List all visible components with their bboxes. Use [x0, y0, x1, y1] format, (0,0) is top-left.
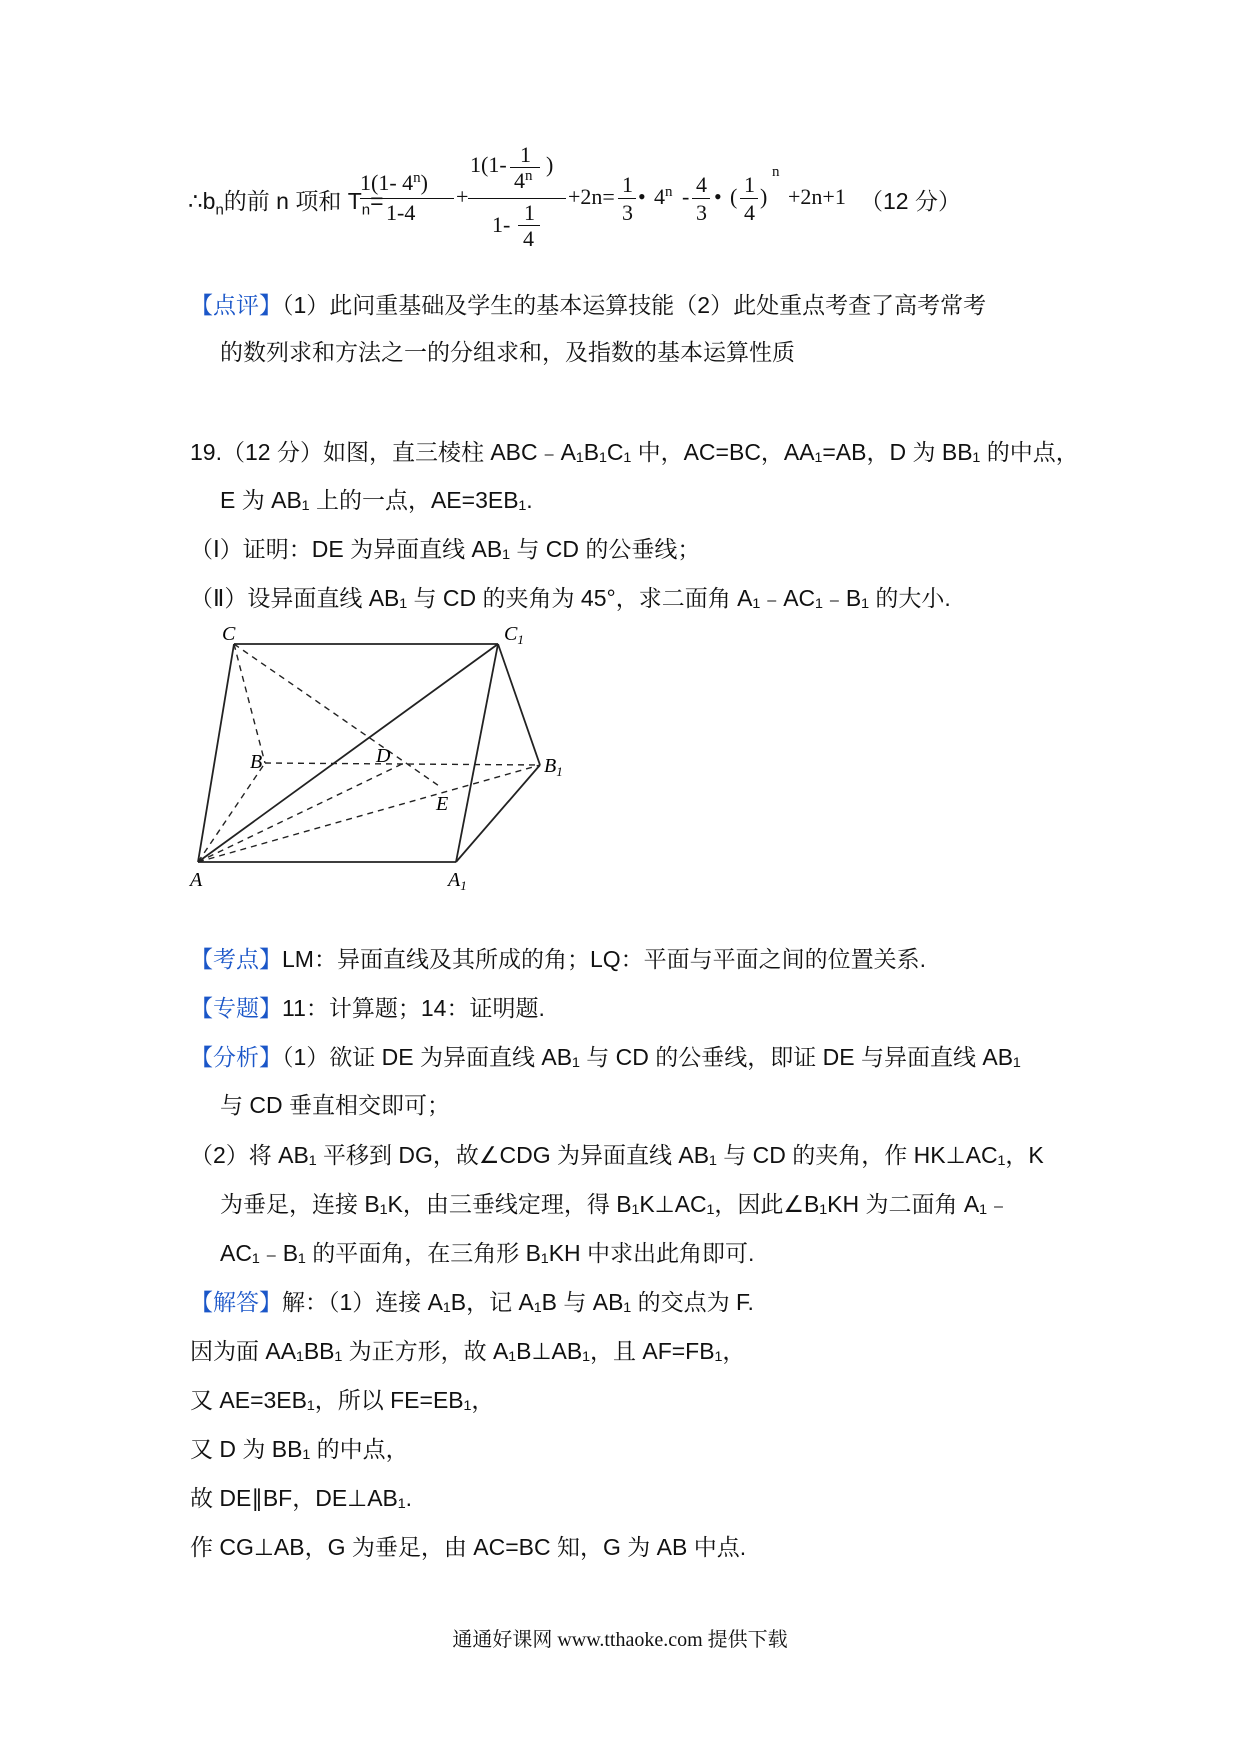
formula-prefix-sub: n	[215, 201, 224, 219]
frac2-inner-den: 4	[514, 168, 525, 193]
edge-B-B1	[265, 763, 540, 765]
frac1-num-sup: n	[413, 170, 421, 186]
label-D: D	[376, 745, 391, 767]
problem-part-1: （Ⅰ）证明：DE 为异面直线 AB₁ 与 CD 的公垂线；	[190, 536, 701, 562]
formula-paren-close: )	[760, 184, 768, 209]
f3-den: 3	[622, 200, 633, 225]
f5-num: 1	[744, 172, 755, 197]
formula-dot1: •	[638, 184, 646, 209]
f5-den: 4	[744, 200, 755, 225]
fenxi-line-1	[190, 1042, 1021, 1072]
review-tag: 【点评】	[190, 292, 282, 318]
fenxi-text-1: （1）欲证 DE 为异面直线 AB₁ 与 CD 的公垂线，即证 DE 与异面直线 AB₁	[282, 1044, 1021, 1070]
f4-bar	[692, 198, 710, 199]
zhuanti-tag: 【专题】	[190, 995, 282, 1021]
formula-eq: =	[370, 188, 384, 214]
formula-plus: +	[456, 184, 469, 209]
edge-C1-B1	[498, 644, 540, 765]
formula-four: 4	[654, 184, 665, 209]
edge-C-B	[234, 644, 265, 763]
edge-C-A	[198, 644, 234, 862]
formula-tail: +2n+1	[788, 184, 846, 209]
frac2-den-inner-den: 4	[523, 226, 534, 251]
jieda-tag: 【解答】	[190, 1289, 282, 1315]
fenxi-line-4: 为垂足，连接 B₁K，由三垂线定理，得 B₁K⊥AC₁，因此∠B₁KH 为二面角 A₁﹣	[220, 1191, 1010, 1217]
formula-paren-open: (	[730, 184, 738, 209]
fenxi-line-5: AC₁﹣B₁ 的平面角，在三角形 B₁KH 中求出此角即可.	[220, 1240, 755, 1266]
edge-C1-A1	[456, 644, 498, 862]
problem-part-2: （Ⅱ）设异面直线 AB₁ 与 CD 的夹角为 45°，求二面角 A₁﹣AC₁﹣B₁ 的大小.	[190, 585, 951, 611]
label-C: C	[222, 623, 236, 645]
fenxi-tag: 【分析】	[190, 1044, 282, 1070]
review-line-2: 的数列求和方法之一的分组求和，及指数的基本运算性质	[220, 339, 795, 365]
formula-dot2: •	[714, 184, 722, 209]
frac2-num-a: 1(1-	[470, 152, 507, 177]
problem-line-1: 19.（12 分）如图，直三棱柱 ABC﹣A₁B₁C₁ 中，AC=BC，AA₁=AB，D 为 BB₁ 的中点，	[190, 439, 1079, 465]
f5-bar	[740, 198, 758, 199]
label-C1: $C_1$	[504, 623, 524, 647]
frac2-inner-num: 1	[520, 142, 531, 167]
formula-plus-2n: +2n=	[568, 184, 615, 209]
jieda-line-6: 作 CG⊥AB，G 为垂足，由 AC=BC 知，G 为 AB 中点.	[190, 1534, 747, 1560]
page-footer: 通通好课网 www.tthaoke.com 提供下载	[452, 1629, 788, 1651]
frac2-inner-den-sup: n	[525, 168, 533, 184]
label-E: E	[436, 793, 449, 815]
edge-A-B	[198, 763, 265, 862]
formula-prefix-rest: 的前 n 项和 T	[223, 188, 362, 214]
frac2-num-close: )	[546, 152, 554, 177]
f4-num: 4	[696, 172, 707, 197]
jieda-line-4: 又 D 为 BB₁ 的中点，	[190, 1436, 409, 1462]
frac1-bar	[360, 198, 454, 199]
kaodian-text: LM：异面直线及其所成的角；LQ：平面与平面之间的位置关系.	[282, 946, 927, 972]
formula-t-sub: n	[361, 201, 371, 219]
fenxi-line-3: （2）将 AB₁ 平移到 DG，故∠CDG 为异面直线 AB₁ 与 CD 的夹角，作 HK⊥AC₁，K	[190, 1142, 1044, 1168]
edge-B1-A1	[456, 765, 540, 862]
frac1-denominator: 1-4	[386, 200, 416, 225]
review-text-1: （1）此问重基础及学生的基本运算技能（2）此处重点考查了高考常考	[282, 292, 987, 318]
prism-figure	[180, 620, 600, 890]
frac2-den-a: 1-	[492, 212, 511, 237]
jieda-line-5: 故 DE∥BF，DE⊥AB₁.	[190, 1485, 413, 1511]
jieda-text-1: 解：（1）连接 A₁B，记 A₁B 与 AB₁ 的交点为 F.	[282, 1289, 754, 1315]
f4-den: 3	[696, 200, 707, 225]
jieda-line-1	[190, 1287, 754, 1317]
label-A: A	[190, 869, 203, 890]
f3-bar	[618, 198, 636, 199]
f3-num: 1	[622, 172, 633, 197]
sum-formula	[188, 142, 1088, 280]
frac2-den-inner-num: 1	[524, 200, 535, 225]
segment-C-E	[234, 644, 442, 788]
frac2-bar	[468, 198, 566, 199]
problem-line-2: E 为 AB₁ 上的一点，AE=3EB₁.	[220, 487, 533, 513]
label-B1: $B_1$	[544, 755, 563, 779]
formula-four-sup: n	[665, 184, 673, 200]
zhuanti-text: 11：计算题；14：证明题.	[282, 995, 545, 1021]
kaodian-tag: 【考点】	[190, 946, 282, 972]
review-line-1	[190, 290, 986, 320]
frac1-numerator: 1(1- 4	[360, 170, 414, 195]
jieda-line-2: 因为面 AA₁BB₁ 为正方形，故 A₁B⊥AB₁，且 AF=FB₁，	[190, 1338, 746, 1364]
kaodian-line	[190, 944, 926, 974]
label-B: B	[250, 751, 263, 773]
fenxi-line-2: 与 CD 垂直相交即可；	[220, 1092, 450, 1118]
zhuanti-line	[190, 993, 545, 1023]
formula-score: （12 分）	[860, 188, 961, 214]
formula-paren-sup: n	[772, 164, 780, 180]
label-A1: $A_1$	[448, 869, 467, 890]
jieda-line-3: 又 AE=3EB₁，所以 FE=EB₁，	[190, 1387, 495, 1413]
formula-prefix: ∴b	[188, 188, 216, 214]
formula-minus: -	[682, 184, 690, 209]
frac1-num-close: )	[420, 170, 428, 195]
